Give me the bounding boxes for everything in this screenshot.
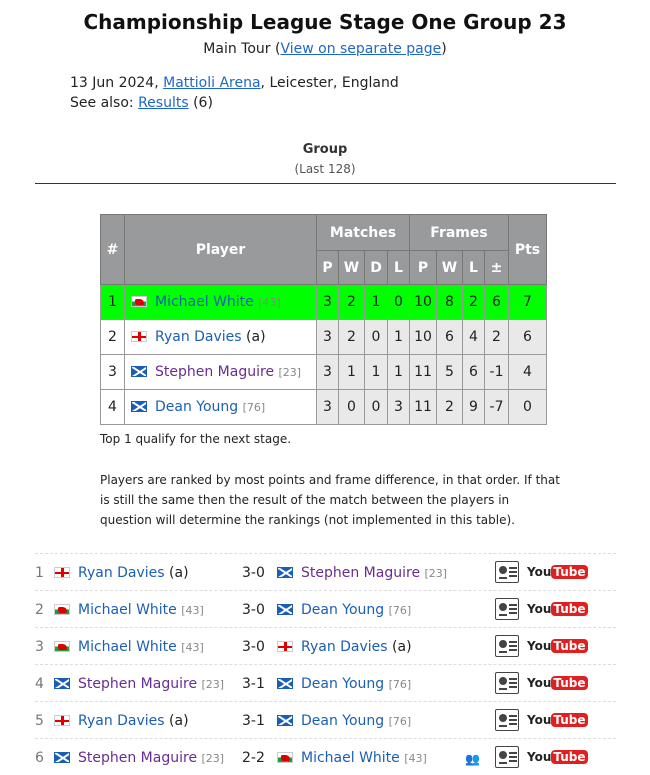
row-player <box>125 285 317 320</box>
row-fp: 10 <box>410 320 437 355</box>
scotland-flag-icon <box>277 567 293 578</box>
youtube-icon[interactable] <box>527 747 588 767</box>
row-mw: 0 <box>339 390 365 425</box>
col-md-header: D <box>365 251 388 285</box>
match-score: 3-1 <box>242 676 265 692</box>
match-score: 2-2 <box>242 750 265 766</box>
row-md: 1 <box>365 355 388 390</box>
player-link[interactable]: Ryan Davies <box>301 639 388 655</box>
match-details-icon[interactable] <box>495 598 519 620</box>
wales-flag-icon <box>54 604 70 615</box>
col-fw-header: W <box>437 251 463 285</box>
row-md: 1 <box>365 285 388 320</box>
qualify-note: Top 1 qualify for the next stage. <box>100 432 292 446</box>
row-pts: 4 <box>509 355 547 390</box>
match-number: 4 <box>35 676 44 692</box>
player-seed: [76] <box>242 401 266 414</box>
row-pos: 4 <box>101 390 125 425</box>
row-mw: 2 <box>339 285 365 320</box>
match-player1 <box>54 565 189 581</box>
row-mp: 3 <box>317 285 339 320</box>
match-number: 5 <box>35 713 44 729</box>
match-details-icon[interactable] <box>495 672 519 694</box>
match-details-icon[interactable] <box>495 746 519 768</box>
row-md: 0 <box>365 320 388 355</box>
venue-link[interactable]: Mattioli Arena <box>163 75 261 91</box>
player-link[interactable]: Ryan Davies <box>78 713 165 729</box>
row-mp: 3 <box>317 355 339 390</box>
row-mp: 3 <box>317 390 339 425</box>
match-score: 3-0 <box>242 602 265 618</box>
standings-row <box>101 320 547 355</box>
match-number: 2 <box>35 602 44 618</box>
event-location: , Leicester, England <box>260 75 399 91</box>
match-row <box>35 738 616 774</box>
row-fp: 10 <box>410 285 437 320</box>
match-player1 <box>54 639 204 655</box>
match-details-icon[interactable] <box>495 709 519 731</box>
scotland-flag-icon <box>277 604 293 615</box>
row-pos: 3 <box>101 355 125 390</box>
match-number: 6 <box>35 750 44 766</box>
match-player2 <box>277 713 411 729</box>
player-seed: [23] <box>201 678 225 691</box>
player-link[interactable]: Dean Young <box>301 713 385 729</box>
row-mw: 1 <box>339 355 365 390</box>
scotland-flag-icon <box>277 678 293 689</box>
player-link[interactable]: Dean Young <box>301 676 385 692</box>
col-player-header: Player <box>125 215 317 285</box>
row-diff: -1 <box>485 355 509 390</box>
group-heading: Group <box>302 142 348 157</box>
row-fl: 9 <box>463 390 485 425</box>
player-seed: [43] <box>181 604 204 617</box>
youtube-tube-label: Tube <box>553 565 586 579</box>
row-fp: 11 <box>410 390 437 425</box>
player-seed: [23] <box>424 567 448 580</box>
col-mw-header: W <box>339 251 365 285</box>
row-ml: 1 <box>388 320 410 355</box>
head-to-head-icon[interactable]: 👥 <box>465 752 480 766</box>
standings-row <box>101 285 547 320</box>
youtube-you-label: You <box>527 602 552 616</box>
scotland-flag-icon <box>277 715 293 726</box>
match-row <box>35 553 616 589</box>
row-fw: 2 <box>437 390 463 425</box>
youtube-icon[interactable] <box>527 562 588 582</box>
player-link[interactable]: Ryan Davies <box>78 565 165 581</box>
scotland-flag-icon <box>54 752 70 763</box>
results-link[interactable]: Results <box>138 95 189 111</box>
col-ml-header: L <box>388 251 410 285</box>
row-player <box>125 320 317 355</box>
row-pos: 1 <box>101 285 125 320</box>
match-score: 3-0 <box>242 639 265 655</box>
match-player2 <box>277 750 427 766</box>
row-fw: 8 <box>437 285 463 320</box>
player-seed: (a) <box>169 713 189 729</box>
youtube-you-label: You <box>527 639 552 653</box>
match-player2 <box>277 639 412 655</box>
row-fl: 2 <box>463 285 485 320</box>
scotland-flag-icon <box>54 678 70 689</box>
row-mw: 2 <box>339 320 365 355</box>
row-pts: 7 <box>509 285 547 320</box>
england-flag-icon <box>54 567 70 578</box>
player-seed: [43] <box>181 641 204 654</box>
match-row <box>35 664 616 700</box>
player-link[interactable]: Stephen Maguire <box>78 750 198 766</box>
match-player2 <box>277 676 411 692</box>
tour-label: Main Tour <box>203 41 271 57</box>
wales-flag-icon <box>54 641 70 652</box>
match-details-icon[interactable] <box>495 635 519 657</box>
youtube-tube-label: Tube <box>553 750 586 764</box>
player-seed: [76] <box>388 604 412 617</box>
player-link[interactable]: Michael White <box>155 294 254 310</box>
player-link[interactable]: Michael White <box>78 602 177 618</box>
player-seed: [23] <box>278 366 302 379</box>
page-subtitle: Main Tour (View on separate page) <box>203 41 447 57</box>
row-player <box>125 390 317 425</box>
event-date: 13 Jun 2024, <box>70 75 159 91</box>
row-diff: 6 <box>485 285 509 320</box>
england-flag-icon <box>54 715 70 726</box>
row-diff: 2 <box>485 320 509 355</box>
row-md: 0 <box>365 390 388 425</box>
player-seed: [23] <box>201 752 225 765</box>
match-player1 <box>54 676 224 692</box>
col-pts-header: Pts <box>509 215 547 285</box>
youtube-icon[interactable] <box>527 599 588 619</box>
youtube-icon[interactable] <box>527 710 588 730</box>
ranking-note: Players are ranked by most points and frame difference, in that order. If that is still the same then the result of the match between the players in question will determine the rankings (not implemented in this table). <box>100 473 560 527</box>
match-row <box>35 627 616 663</box>
player-link[interactable]: Michael White <box>78 639 177 655</box>
col-frames-header: Frames <box>410 215 509 251</box>
player-seed: [76] <box>388 678 412 691</box>
col-matches-header: Matches <box>317 215 410 251</box>
row-mp: 3 <box>317 320 339 355</box>
youtube-icon[interactable] <box>527 636 588 656</box>
row-pts: 6 <box>509 320 547 355</box>
standings-row <box>101 355 547 390</box>
match-number: 3 <box>35 639 44 655</box>
row-pos: 2 <box>101 320 125 355</box>
see-also <box>70 95 213 111</box>
event-dateline <box>70 75 399 91</box>
wales-flag-icon <box>131 296 147 307</box>
player-seed: (a) <box>169 565 189 581</box>
row-player <box>125 355 317 390</box>
col-mp-header: P <box>317 251 339 285</box>
player-seed: [43] <box>258 296 281 309</box>
match-score: 3-0 <box>242 565 265 581</box>
see-also-label: See also: <box>70 95 134 111</box>
match-row <box>35 701 616 737</box>
col-pos-header: # <box>101 215 125 285</box>
row-diff: -7 <box>485 390 509 425</box>
view-separate-link[interactable]: View on separate page <box>280 41 442 57</box>
row-fl: 6 <box>463 355 485 390</box>
col-fl-header: L <box>463 251 485 285</box>
youtube-you-label: You <box>527 750 552 764</box>
match-player2 <box>277 602 411 618</box>
youtube-you-label: You <box>527 565 552 579</box>
match-number: 1 <box>35 565 44 581</box>
wales-flag-icon <box>277 752 293 763</box>
player-seed: [76] <box>388 715 412 728</box>
row-fp: 11 <box>410 355 437 390</box>
match-details-icon[interactable] <box>495 561 519 583</box>
youtube-tube-label: Tube <box>553 676 586 690</box>
match-player2 <box>277 565 447 581</box>
standings-row <box>101 390 547 425</box>
youtube-you-label: You <box>527 713 552 727</box>
match-player1 <box>54 750 224 766</box>
standings-table <box>100 214 547 425</box>
divider <box>35 183 616 184</box>
player-link[interactable]: Stephen Maguire <box>301 565 421 581</box>
player-link[interactable]: Michael White <box>301 750 400 766</box>
results-count: (6) <box>193 95 213 111</box>
youtube-tube-label: Tube <box>553 602 586 616</box>
match-player1 <box>54 602 204 618</box>
player-seed: (a) <box>246 329 266 345</box>
page-title: Championship League Stage One Group 23 <box>83 10 567 34</box>
row-ml: 1 <box>388 355 410 390</box>
match-player1 <box>54 713 189 729</box>
player-seed: (a) <box>392 639 412 655</box>
player-link[interactable]: Stephen Maguire <box>155 364 275 380</box>
player-link[interactable]: Ryan Davies <box>155 329 242 345</box>
group-round: (Last 128) <box>294 162 356 176</box>
row-fw: 6 <box>437 320 463 355</box>
youtube-you-label: You <box>527 676 552 690</box>
row-fw: 5 <box>437 355 463 390</box>
row-fl: 4 <box>463 320 485 355</box>
youtube-tube-label: Tube <box>553 639 586 653</box>
youtube-icon[interactable] <box>527 673 588 693</box>
match-row <box>35 590 616 626</box>
player-seed: [43] <box>404 752 427 765</box>
col-fp-header: P <box>410 251 437 285</box>
england-flag-icon <box>277 641 293 652</box>
row-ml: 3 <box>388 390 410 425</box>
player-link[interactable]: Stephen Maguire <box>78 676 198 692</box>
player-link[interactable]: Dean Young <box>155 399 239 415</box>
col-diff-header: ± <box>485 251 509 285</box>
row-pts: 0 <box>509 390 547 425</box>
row-ml: 0 <box>388 285 410 320</box>
player-link[interactable]: Dean Young <box>301 602 385 618</box>
youtube-tube-label: Tube <box>553 713 586 727</box>
scotland-flag-icon <box>131 366 147 377</box>
scotland-flag-icon <box>131 401 147 412</box>
england-flag-icon <box>131 331 147 342</box>
match-score: 3-1 <box>242 713 265 729</box>
